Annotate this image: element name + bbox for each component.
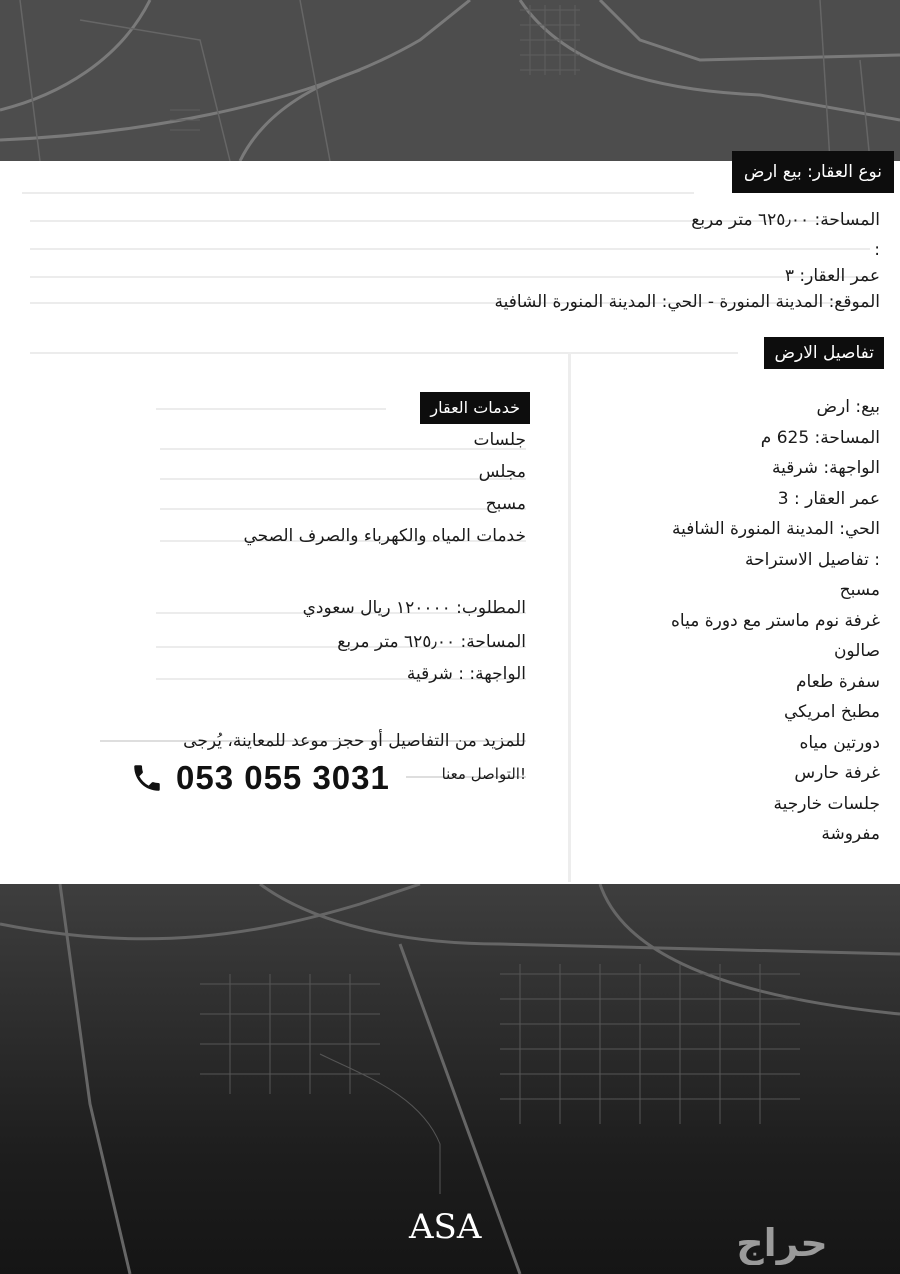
divider-rule — [30, 276, 870, 278]
summary-colon: : — [874, 240, 880, 260]
list-item: سفرة طعام — [796, 671, 880, 692]
list-item: مطبخ امريكي — [783, 702, 880, 722]
divider-rule — [22, 192, 694, 194]
summary-age: عمر العقار: ٣ — [784, 266, 880, 286]
list-item: : تفاصيل الاستراحة — [744, 549, 880, 570]
phone-row[interactable] — [130, 758, 390, 798]
column-divider — [568, 352, 571, 882]
services-title: خدمات العقار — [420, 392, 530, 424]
property-type-tag: نوع العقار: بيع ارض — [732, 151, 894, 193]
contact-text-2: !التواصل معنا — [441, 765, 526, 783]
summary-location: الموقع: المدينة المنورة - الحي: المدينة المنورة الشافية — [494, 292, 880, 312]
service-item: جلسات — [473, 430, 526, 450]
price-required: المطلوب: ١٢٠٠٠٠ ريال سعودي — [302, 598, 526, 618]
divider-rule — [160, 448, 526, 450]
divider-rule — [30, 248, 870, 250]
service-item: مسبح — [485, 494, 526, 514]
divider-rule — [156, 408, 386, 410]
list-item: دورتين مياه — [799, 732, 880, 753]
list-item: الحي: المدينة المنورة الشافية — [672, 519, 880, 539]
land-details-title: تفاصيل الارض — [764, 337, 884, 369]
top-map-banner — [0, 0, 900, 161]
divider-rule — [160, 478, 526, 480]
divider-rule — [30, 352, 738, 354]
price-facade: الواجهة: : شرقية — [406, 664, 526, 684]
list-item: جلسات خارجية — [773, 793, 880, 814]
list-item: مفروشة — [821, 824, 880, 844]
list-item: بيع: ارض — [816, 397, 880, 417]
contact-text: للمزيد من التفاصيل أو حجز موعد للمعاينة، يُرجى — [183, 731, 526, 751]
asa-logo: ASA — [409, 1207, 482, 1247]
divider-rule — [160, 508, 526, 510]
list-item: المساحة: 625 م — [760, 427, 880, 448]
watermark-decoration — [0, 980, 340, 1274]
service-item: مجلس — [478, 462, 526, 482]
top-map-roads — [0, 0, 900, 161]
list-item: مسبح — [839, 580, 880, 600]
list-item: الواجهة: شرقية — [772, 458, 880, 478]
phone-icon — [130, 761, 164, 795]
list-item: غرفة حارس — [794, 763, 880, 783]
list-item: عمر العقار : 3 — [777, 488, 880, 509]
phone-number[interactable]: 053 055 3031 — [176, 759, 390, 796]
summary-area: المساحة: ٦٢٥٫٠٠ متر مربع — [691, 210, 880, 230]
list-item: غرفة نوم ماستر مع دورة مياه — [671, 610, 880, 631]
land-details-list — [580, 392, 880, 850]
haraj-logo: حراج — [736, 1221, 828, 1265]
service-item: خدمات المياه والكهرباء والصرف الصحي — [243, 526, 526, 546]
list-item: صالون — [833, 641, 880, 661]
price-area: المساحة: ٦٢٥٫٠٠ متر مربع — [337, 632, 526, 652]
